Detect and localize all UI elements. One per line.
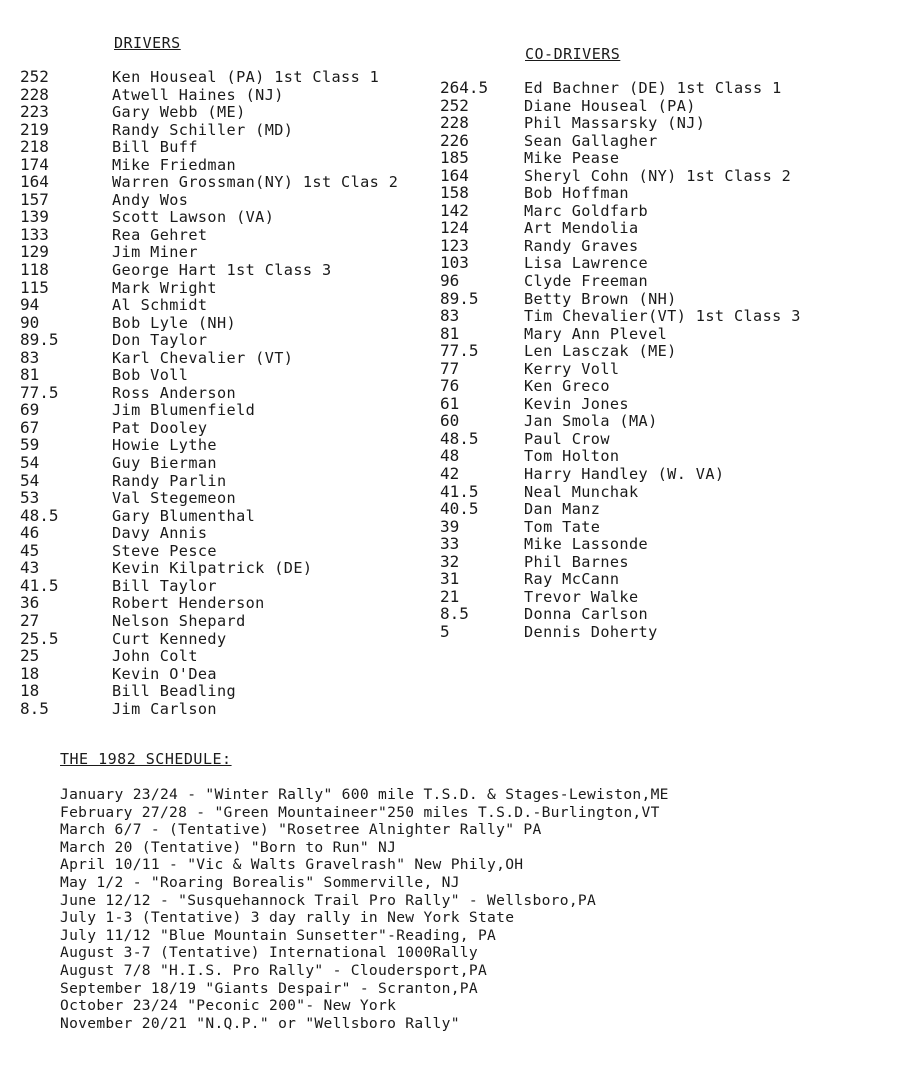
competitor-name: Sean Gallagher	[524, 131, 658, 150]
points-value: 25.5	[20, 628, 59, 648]
codriver-row	[440, 623, 860, 641]
points-value: 77	[440, 358, 460, 378]
codriver-row	[440, 254, 860, 272]
competitor-name: Kerry Voll	[524, 359, 620, 378]
driver-row	[20, 191, 450, 209]
competitor-name: Jim Miner	[112, 243, 198, 262]
driver-row	[20, 208, 450, 226]
points-value: 83	[440, 306, 460, 326]
points-value: 77.5	[20, 382, 59, 402]
points-value: 158	[440, 183, 469, 203]
points-value: 185	[440, 148, 469, 168]
competitor-name: John Colt	[112, 647, 198, 666]
codriver-row	[440, 535, 860, 553]
competitor-name: Karl Chevalier (VT)	[112, 348, 294, 367]
schedule-entry-text: April 10/11 - "Vic & Walts Gravelrash" New Phily,OH	[60, 856, 524, 874]
schedule-entry	[60, 1015, 860, 1033]
competitor-name: Tim Chevalier(VT) 1st Class 3	[524, 307, 801, 326]
points-value: 81	[20, 365, 40, 385]
codriver-row	[440, 430, 860, 448]
points-value: 40.5	[440, 499, 479, 519]
schedule-entry	[60, 874, 860, 892]
schedule-entry-text: May 1/2 - "Roaring Borealis" Sommerville, NJ	[60, 873, 460, 891]
codriver-row	[440, 447, 860, 465]
competitor-name: Kevin Kilpatrick (DE)	[112, 559, 313, 578]
schedule-entry	[60, 909, 860, 927]
competitor-name: Tom Holton	[524, 447, 620, 466]
codriver-row	[440, 219, 860, 237]
codriver-row	[440, 588, 860, 606]
competitor-name: Warren Grossman(NY) 1st Clas 2	[112, 173, 399, 192]
competitor-name: Curt Kennedy	[112, 629, 227, 648]
competitor-name: Gary Webb (ME)	[112, 103, 246, 122]
codriver-row	[440, 377, 860, 395]
schedule-entry-text: July 1-3 (Tentative) 3 day rally in New York State	[60, 909, 515, 927]
schedule-entry	[60, 980, 860, 998]
points-value: 41.5	[440, 481, 479, 501]
schedule-entry-text: January 23/24 - "Winter Rally" 600 mile T.S.D. & Stages-Lewiston,ME	[60, 786, 669, 803]
competitor-name: Art Mendolia	[524, 219, 639, 238]
competitor-name: Pat Dooley	[112, 418, 208, 437]
competitor-name: Sheryl Cohn (NY) 1st Class 2	[524, 166, 792, 185]
competitor-name: Marc Goldfarb	[524, 201, 649, 220]
driver-row	[20, 577, 450, 595]
driver-row	[20, 647, 450, 665]
driver-row	[20, 419, 450, 437]
competitor-name: Bob Lyle (NH)	[112, 313, 237, 332]
points-value: 31	[440, 569, 460, 589]
points-value: 54	[20, 470, 40, 490]
points-value: 76	[440, 376, 460, 396]
driver-row	[20, 366, 450, 384]
schedule-entry-text: July 11/12 "Blue Mountain Sunsetter"-Reading, PA	[60, 926, 497, 944]
points-value: 89.5	[440, 288, 479, 308]
schedule-heading: THE 1982 SCHEDULE:	[60, 750, 232, 768]
competitor-name: Al Schmidt	[112, 296, 208, 315]
driver-row	[20, 138, 450, 156]
points-value: 41.5	[20, 575, 59, 595]
schedule-entry-text: November 20/21 "N.Q.P." or "Wellsboro Rally"	[60, 1014, 460, 1032]
points-value: 8.5	[440, 604, 469, 624]
driver-row	[20, 700, 450, 718]
competitor-name: Mike Friedman	[112, 155, 237, 174]
points-value: 53	[20, 488, 40, 508]
points-value: 59	[20, 435, 40, 455]
codriver-row	[440, 272, 860, 290]
points-value: 33	[440, 534, 460, 554]
schedule-entry	[60, 944, 860, 962]
codriver-row	[440, 237, 860, 255]
driver-row	[20, 173, 450, 191]
codriver-row	[440, 290, 860, 308]
schedule-entry-text: February 27/28 - "Green Mountaineer"250 miles T.S.D.-Burlington,VT	[60, 803, 660, 821]
codriver-row	[440, 395, 860, 413]
competitor-name: Neal Munchak	[524, 482, 639, 501]
driver-row	[20, 559, 450, 577]
points-value: 118	[20, 260, 49, 280]
competitor-name: Bill Taylor	[112, 576, 217, 595]
competitor-name: Bill Buff	[112, 138, 198, 157]
competitor-name: Bill Beadling	[112, 682, 237, 701]
points-value: 228	[20, 84, 49, 104]
competitor-name: George Hart 1st Class 3	[112, 261, 332, 280]
competitor-name: Mark Wright	[112, 278, 217, 297]
driver-row	[20, 594, 450, 612]
driver-row	[20, 524, 450, 542]
driver-row	[20, 156, 450, 174]
driver-row	[20, 279, 450, 297]
competitor-name: Clyde Freeman	[524, 272, 649, 291]
drivers-list	[20, 68, 450, 717]
competitor-name: Bob Hoffman	[524, 184, 629, 203]
codriver-row	[440, 325, 860, 343]
points-value: 164	[20, 172, 49, 192]
competitor-name: Len Lasczak (ME)	[524, 342, 677, 361]
competitor-name: Mike Pease	[524, 149, 620, 168]
competitor-name: Scott Lawson (VA)	[112, 208, 275, 227]
schedule-entry-text: September 18/19 "Giants Despair" - Scranton,PA	[60, 979, 478, 997]
schedule-entry-text: June 12/12 - "Susquehannock Trail Pro Rally" - Wellsboro,PA	[60, 891, 597, 909]
points-value: 21	[440, 586, 460, 606]
codriver-row	[440, 114, 860, 132]
codriver-row	[440, 342, 860, 360]
codriver-row	[440, 465, 860, 483]
competitor-name: Davy Annis	[112, 524, 208, 543]
codriver-row	[440, 97, 860, 115]
points-value: 81	[440, 323, 460, 343]
points-value: 43	[20, 558, 40, 578]
competitor-name: Howie Lythe	[112, 436, 217, 455]
points-value: 96	[440, 271, 460, 291]
competitor-name: Ross Anderson	[112, 383, 237, 402]
competitor-name: Atwell Haines (NJ)	[112, 85, 284, 104]
codriver-row	[440, 500, 860, 518]
competitor-name: Nelson Shepard	[112, 611, 246, 630]
points-value: 67	[20, 417, 40, 437]
competitor-name: Dennis Doherty	[524, 622, 658, 641]
points-value: 124	[440, 218, 469, 238]
points-value: 39	[440, 516, 460, 536]
points-value: 94	[20, 295, 40, 315]
points-value: 42	[440, 464, 460, 484]
competitor-name: Dan Manz	[524, 500, 601, 519]
competitor-name: Rea Gehret	[112, 225, 208, 244]
schedule-list	[60, 786, 860, 1032]
driver-row	[20, 384, 450, 402]
points-value: 264.5	[440, 78, 489, 97]
competitor-name: Ken Houseal (PA) 1st Class 1	[112, 68, 380, 86]
driver-row	[20, 682, 450, 700]
codriver-row	[440, 149, 860, 167]
points-value: 48	[440, 446, 460, 466]
competitor-name: Mary Ann Plevel	[524, 324, 668, 343]
driver-row	[20, 243, 450, 261]
driver-row	[20, 261, 450, 279]
competitor-name: Mike Lassonde	[524, 535, 649, 554]
points-value: 164	[440, 165, 469, 185]
competitor-name: Harry Handley (W. VA)	[524, 465, 725, 484]
competitor-name: Randy Schiller (MD)	[112, 120, 294, 139]
driver-row	[20, 665, 450, 683]
codrivers-list	[440, 79, 860, 641]
driver-row	[20, 507, 450, 525]
competitor-name: Andy Wos	[112, 190, 189, 209]
competitor-name: Randy Graves	[524, 236, 639, 255]
points-value: 174	[20, 154, 49, 174]
schedule-entry	[60, 927, 860, 945]
driver-row	[20, 86, 450, 104]
competitor-name: Ray McCann	[524, 570, 620, 589]
codriver-row	[440, 605, 860, 623]
schedule-entry-text: August 3-7 (Tentative) International 1000Rally	[60, 944, 478, 962]
schedule-entry	[60, 962, 860, 980]
competitor-name: Robert Henderson	[112, 594, 265, 613]
competitor-name: Gary Blumenthal	[112, 506, 256, 525]
points-value: 8.5	[20, 698, 49, 718]
driver-row	[20, 314, 450, 332]
schedule-entry	[60, 839, 860, 857]
points-value: 54	[20, 453, 40, 473]
driver-row	[20, 103, 450, 121]
competitor-name: Randy Parlin	[112, 471, 227, 490]
points-value: 252	[20, 67, 49, 86]
driver-row	[20, 612, 450, 630]
points-value: 115	[20, 277, 49, 297]
points-value: 90	[20, 312, 40, 332]
competitor-name: Paul Crow	[524, 429, 610, 448]
points-value: 218	[20, 137, 49, 157]
competitor-name: Jan Smola (MA)	[524, 412, 658, 431]
competitor-name: Ed Bachner (DE) 1st Class 1	[524, 79, 782, 97]
driver-row	[20, 349, 450, 367]
points-value: 133	[20, 224, 49, 244]
competitor-name: Betty Brown (NH)	[524, 289, 677, 308]
schedule-entry	[60, 821, 860, 839]
points-value: 5	[440, 621, 450, 641]
points-value: 18	[20, 663, 40, 683]
schedule-entry	[60, 997, 860, 1015]
points-value: 18	[20, 681, 40, 701]
competitor-name: Guy Bierman	[112, 454, 217, 473]
driver-row	[20, 226, 450, 244]
schedule-entry	[60, 892, 860, 910]
codrivers-heading: CO-DRIVERS	[525, 45, 621, 63]
points-value: 46	[20, 523, 40, 543]
codriver-row	[440, 132, 860, 150]
points-value: 83	[20, 347, 40, 367]
codriver-row	[440, 483, 860, 501]
schedule-entry-text: March 6/7 - (Tentative) "Rosetree Alnighter Rally" PA	[60, 821, 542, 839]
driver-row	[20, 436, 450, 454]
points-value: 129	[20, 242, 49, 262]
competitor-name: Tom Tate	[524, 517, 601, 536]
schedule-entry-text: August 7/8 "H.I.S. Pro Rally" - Cloudersport,PA	[60, 961, 488, 979]
competitor-name: Kevin Jones	[524, 394, 629, 413]
points-value: 48.5	[440, 428, 479, 448]
points-value: 48.5	[20, 505, 59, 525]
codriver-row	[440, 518, 860, 536]
competitor-name: Lisa Lawrence	[524, 254, 649, 273]
schedule-entry	[60, 786, 860, 804]
points-value: 69	[20, 400, 40, 420]
schedule-entry	[60, 856, 860, 874]
competitor-name: Val Stegemeon	[112, 489, 237, 508]
driver-row	[20, 68, 450, 86]
codriver-row	[440, 79, 860, 97]
driver-row	[20, 542, 450, 560]
competitor-name: Phil Barnes	[524, 552, 629, 571]
points-value: 139	[20, 207, 49, 227]
points-value: 45	[20, 540, 40, 560]
codriver-row	[440, 307, 860, 325]
driver-row	[20, 489, 450, 507]
codriver-row	[440, 360, 860, 378]
competitor-name: Trevor Walke	[524, 587, 639, 606]
schedule-entry	[60, 804, 860, 822]
driver-row	[20, 401, 450, 419]
driver-row	[20, 472, 450, 490]
points-value: 123	[440, 235, 469, 255]
competitor-name: Steve Pesce	[112, 541, 217, 560]
competitor-name: Diane Houseal (PA)	[524, 96, 696, 115]
points-value: 223	[20, 102, 49, 122]
competitor-name: Bob Voll	[112, 366, 189, 385]
points-value: 32	[440, 551, 460, 571]
competitor-name: Don Taylor	[112, 331, 208, 350]
codriver-row	[440, 202, 860, 220]
points-value: 27	[20, 610, 40, 630]
driver-row	[20, 454, 450, 472]
codriver-row	[440, 412, 860, 430]
driver-row	[20, 296, 450, 314]
points-value: 142	[440, 200, 469, 220]
points-value: 252	[440, 95, 469, 115]
points-value: 61	[440, 393, 460, 413]
points-value: 157	[20, 189, 49, 209]
codriver-row	[440, 184, 860, 202]
points-value: 25	[20, 646, 40, 666]
schedule-entry-text: March 20 (Tentative) "Born to Run" NJ	[60, 838, 397, 856]
competitor-name: Jim Carlson	[112, 699, 217, 718]
points-value: 60	[440, 411, 460, 431]
codriver-row	[440, 570, 860, 588]
codriver-row	[440, 553, 860, 571]
schedule-entry-text: October 23/24 "Peconic 200"- New York	[60, 997, 397, 1015]
points-value: 103	[440, 253, 469, 273]
competitor-name: Donna Carlson	[524, 605, 649, 624]
points-value: 228	[440, 113, 469, 133]
driver-row	[20, 121, 450, 139]
points-value: 219	[20, 119, 49, 139]
competitor-name: Phil Massarsky (NJ)	[524, 114, 706, 133]
competitor-name: Kevin O'Dea	[112, 664, 217, 683]
competitor-name: Ken Greco	[524, 377, 610, 396]
points-value: 89.5	[20, 330, 59, 350]
competitor-name: Jim Blumenfield	[112, 401, 256, 420]
drivers-heading: DRIVERS	[114, 34, 181, 52]
codriver-row	[440, 167, 860, 185]
points-value: 36	[20, 593, 40, 613]
driver-row	[20, 331, 450, 349]
driver-row	[20, 630, 450, 648]
points-value: 226	[440, 130, 469, 150]
points-value: 77.5	[440, 341, 479, 361]
